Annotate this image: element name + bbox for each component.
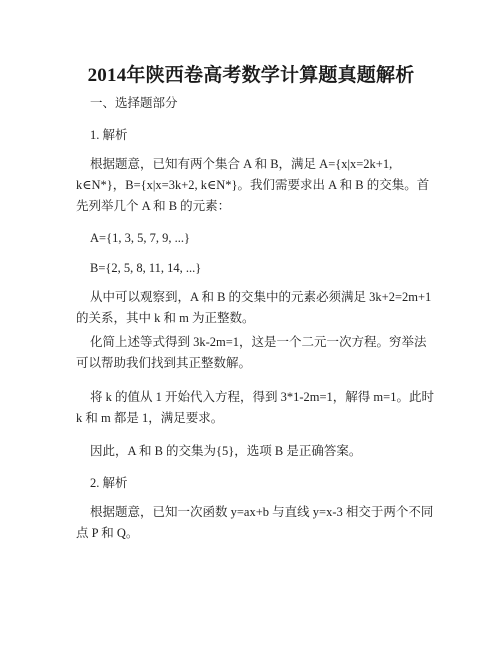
section-heading: 一、选择题部分: [90, 96, 178, 110]
set-a-elements: A={1, 3, 5, 7, 9, ...}: [90, 231, 190, 245]
question-1-heading: 1. 解析: [90, 128, 128, 142]
question-1-paragraph-4: 将 k 的值从 1 开始代入方程，得到 3*1-2m=1，解得 m=1。此时 k 和 m 都是 1，满足要求。: [76, 390, 434, 425]
question-1-paragraph-2: 从中可以观察到，A 和 B 的交集中的元素必须满足 3k+2=2m+1 的关系，其中 k 和 m 为正整数。: [76, 290, 432, 325]
question-2-heading: 2. 解析: [90, 476, 128, 490]
question-2-paragraph-1: 根据题意，已知一次函数 y=ax+b 与直线 y=x-3 相交于两个不同点 P 和 Q。: [76, 505, 434, 540]
document-title: 2014年陕西卷高考数学计算题真题解析: [87, 65, 415, 86]
set-b-elements: B={2, 5, 8, 11, 14, ...}: [90, 261, 202, 275]
question-1-paragraph-3: 化简上述等式得到 3k-2m=1，这是一个二元一次方程。穷举法可以帮助我们找到其正整数解。: [76, 335, 427, 370]
question-1-paragraph-1: 根据题意，已知有两个集合 A 和 B，满足 A={x|x=2k+1, k∈N*}，B={x|x=3k+2, k∈N*}。我们需要求出 A 和 B 的交集。首先列举几个 A 和 B 的元素：: [76, 157, 430, 213]
question-1-paragraph-5: 因此，A 和 B 的交集为{5}，选项 B 是正确答案。: [90, 444, 362, 458]
